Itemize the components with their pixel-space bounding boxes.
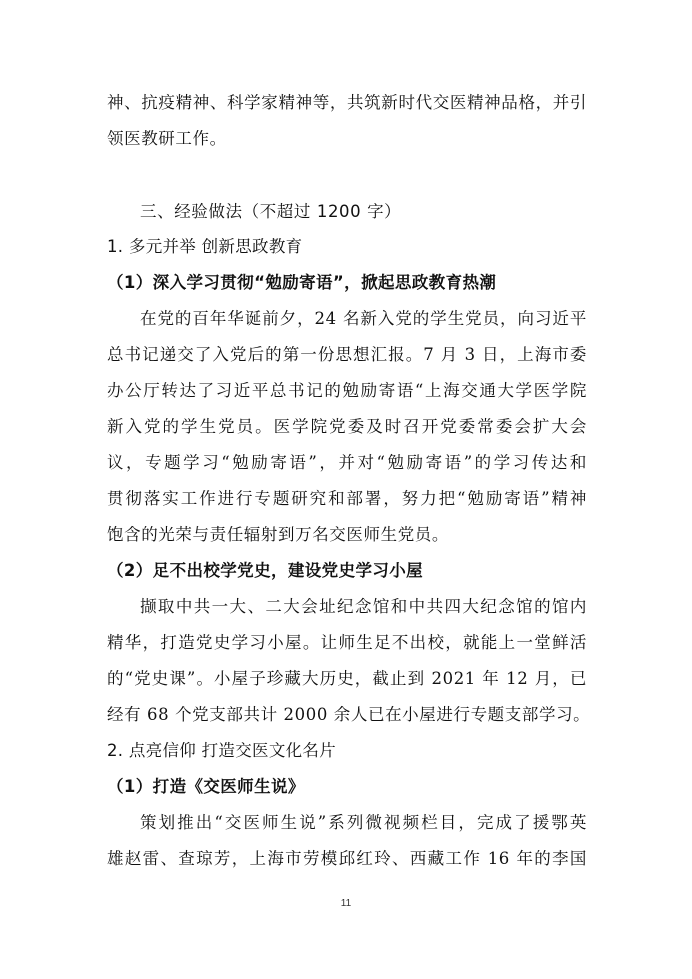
part1-title: 1. 多元并举 创新思政教育 (107, 237, 303, 256)
part2-title: 2. 点亮信仰 打造交医文化名片 (107, 741, 337, 760)
part1-item2-title: （2）足不出校学党史，建设党史学习小屋 (107, 561, 424, 580)
paragraph-line: 贯彻落实工作进行专题研究和部署，努力把“勉励寄语”精神 (107, 489, 587, 508)
paragraph-line: 新入党的学生党员。医学院党委及时召开党委常委会扩大会 (107, 417, 587, 436)
intro-line-2: 领医教研工作。 (107, 129, 227, 148)
page-number: 11 (340, 898, 352, 909)
paragraph-line: 经有 68 个党支部共计 2000 余人已在小屋进行专题支部学习。 (107, 705, 591, 724)
paragraph-line: 策划推出“交医师生说”系列微视频栏目，完成了援鄂英 (140, 813, 587, 832)
paragraph-line: 总书记递交了入党后的第一份思想汇报。7 月 3 日，上海市委 (107, 345, 587, 364)
section-title: 三、经验做法（不超过 1200 字） (140, 202, 402, 221)
part1-item1-title: （1）深入学习贯彻“勉励寄语”，掀起思政教育热潮 (107, 273, 497, 292)
intro-line-1: 神、抗疫精神、科学家精神等，共筑新时代交医精神品格，并引 (107, 93, 587, 112)
paragraph-line: 精华，打造党史学习小屋。让师生足不出校，就能上一堂鲜活 (107, 633, 587, 652)
paragraph-line: 办公厅转达了习近平总书记的勉励寄语“上海交通大学医学院 (107, 381, 587, 400)
paragraph-line: 在党的百年华诞前夕，24 名新入党的学生党员，向习近平 (140, 309, 587, 328)
paragraph-line: 议，专题学习“勉励寄语”，并对“勉励寄语”的学习传达和 (107, 453, 587, 472)
paragraph-line: 饱含的光荣与责任辐射到万名交医师生党员。 (107, 525, 449, 544)
paragraph-line: 撷取中共一大、二大会址纪念馆和中共四大纪念馆的馆内 (140, 597, 587, 616)
part2-item1-title: （1）打造《交医师生说》 (107, 777, 305, 796)
paragraph-line: 的“党史课”。小屋子珍藏大历史，截止到 2021 年 12 月，已 (107, 669, 587, 688)
paragraph-line: 雄赵雷、查琼芳，上海市劳模邱红玲、西藏工作 16 年的李国 (107, 849, 587, 868)
